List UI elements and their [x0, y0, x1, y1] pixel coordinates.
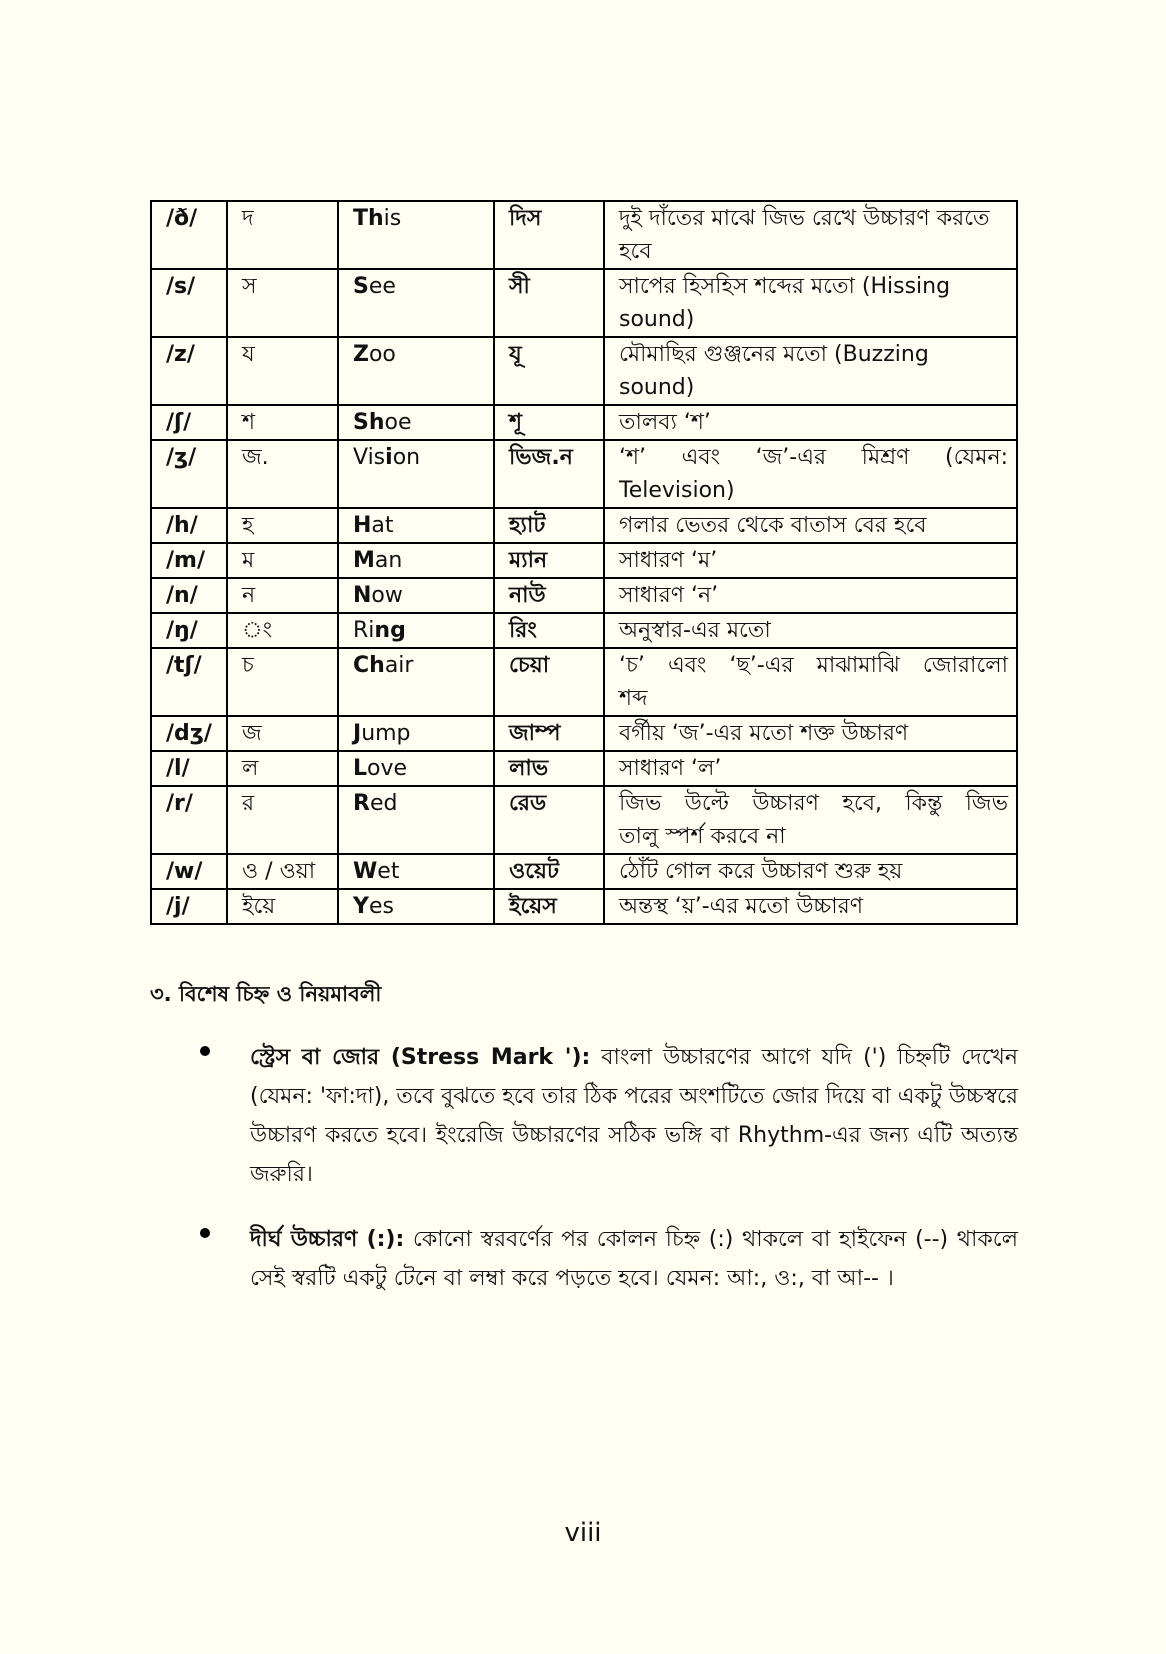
phoneme-symbol: /j/: [151, 889, 227, 924]
table-row: [151, 578, 1017, 613]
table-row: [151, 716, 1017, 751]
bangla-letter: চ: [227, 648, 338, 716]
bangla-pronunciation: দিস: [494, 201, 604, 269]
table-row: [151, 751, 1017, 786]
table-row: [151, 269, 1017, 337]
pronunciation-description: [604, 648, 1017, 716]
bangla-pronunciation: চেয়া: [494, 648, 604, 716]
description-line: তালু স্পর্শ করবে না: [619, 824, 786, 849]
phoneme-symbol: /r/: [151, 786, 227, 854]
example-word: Shoe: [338, 405, 494, 440]
pronunciation-description: [604, 786, 1017, 854]
example-word: Zoo: [338, 337, 494, 405]
page-number: viii: [564, 1518, 602, 1548]
phoneme-symbol: /z/: [151, 337, 227, 405]
example-word: Hat: [338, 508, 494, 543]
description-line: ‘শ’ এবং ‘জ’-এর মিশ্রণ (যেমন:: [619, 445, 1008, 470]
example-word: Vision: [338, 440, 494, 508]
description-line: শব্দ: [619, 686, 648, 711]
rule-body: বাংলা উচ্চারণের আগে যদি (') চিহ্নটি দেখেন (যেমন: 'ফা:দা), তবে বুঝতে হবে তার ঠিক পরের অংশটিতে জোর দিয়ে বা একটু উচ্চস্বরে উচ্চারণ করতে হবে। ইংরেজি উচ্চারণের সঠিক ভঙ্গি বা Rhythm-এর জন্য এটি অত্যন্ত জরুরি।: [250, 1045, 1018, 1187]
phoneme-symbol: /m/: [151, 543, 227, 578]
pronunciation-description: গলার ভেতর থেকে বাতাস বের হবে: [604, 508, 1017, 543]
bangla-letter: ম: [227, 543, 338, 578]
description-line: ‘চ’ এবং ‘ছ’-এর মাঝামাঝি জোরালো: [619, 653, 1008, 678]
table-row: [151, 854, 1017, 889]
bangla-letter: র: [227, 786, 338, 854]
rule-body: কোনো স্বরবর্ণের পর কোলন চিহ্ন (:) থাকলে বা হাইফেন (--) থাকলে সেই স্বরটি একটু টেনে বা লম্বা করে পড়তে হবে। যেমন: আ:, ও:, বা আ-- ।: [250, 1227, 1018, 1291]
phoneme-symbol: /w/: [151, 854, 227, 889]
example-word: See: [338, 269, 494, 337]
bangla-pronunciation: রেড: [494, 786, 604, 854]
bangla-pronunciation: যূ: [494, 337, 604, 405]
table-row: [151, 786, 1017, 854]
bangla-letter: দ: [227, 201, 338, 269]
phoneme-symbol: /tʃ/: [151, 648, 227, 716]
bangla-pronunciation: নাউ: [494, 578, 604, 613]
table-row: [151, 648, 1017, 716]
example-word: Love: [338, 751, 494, 786]
phoneme-symbol: /ŋ/: [151, 613, 227, 648]
bangla-pronunciation: শূ: [494, 405, 604, 440]
bangla-pronunciation: সী: [494, 269, 604, 337]
pronunciation-description: [604, 440, 1017, 508]
phoneme-symbol: /l/: [151, 751, 227, 786]
bullet-icon: [200, 1228, 210, 1238]
bangla-letter: শ: [227, 405, 338, 440]
pronunciation-description: বর্গীয় ‘জ’-এর মতো শক্ত উচ্চারণ: [604, 716, 1017, 751]
phoneme-symbol: /h/: [151, 508, 227, 543]
phoneme-symbol: /ð/: [151, 201, 227, 269]
pronunciation-description: সাধারণ ‘ম’: [604, 543, 1017, 578]
rule-term: স্ট্রেস বা জোর (Stress Mark '):: [250, 1045, 591, 1070]
pronunciation-description: অনুস্বার-এর মতো: [604, 613, 1017, 648]
example-word: Jump: [338, 716, 494, 751]
rule-text: [250, 1220, 1018, 1298]
example-word: Yes: [338, 889, 494, 924]
pronunciation-description: মৌমাছির গুঞ্জনের মতো (Buzzing sound): [604, 337, 1017, 405]
phoneme-symbol: /ʒ/: [151, 440, 227, 508]
table-row: [151, 613, 1017, 648]
description-line: Television): [619, 478, 735, 503]
bangla-letter: জ: [227, 716, 338, 751]
bangla-letter: স: [227, 269, 338, 337]
pronunciation-description: অন্তস্থ ‘য়’-এর মতো উচ্চারণ: [604, 889, 1017, 924]
pronunciation-description: ঠোঁট গোল করে উচ্চারণ শুরু হয়: [604, 854, 1017, 889]
rule-text: [250, 1038, 1018, 1194]
pronunciation-description: সাধারণ ‘ল’: [604, 751, 1017, 786]
bullet-icon: [200, 1046, 210, 1056]
phoneme-symbol: /ʃ/: [151, 405, 227, 440]
bangla-letter: য: [227, 337, 338, 405]
table-row: [151, 543, 1017, 578]
bangla-pronunciation: ইয়েস: [494, 889, 604, 924]
phoneme-symbol: /dʒ/: [151, 716, 227, 751]
example-word: Chair: [338, 648, 494, 716]
section-heading: ৩. বিশেষ চিহ্ন ও নিয়মাবলী: [150, 982, 382, 1006]
bangla-letter: ইয়ে: [227, 889, 338, 924]
pronunciation-description: দুই দাঁতের মাঝে জিভ রেখে উচ্চারণ করতে হবে: [604, 201, 1017, 269]
table-row: [151, 889, 1017, 924]
example-word: Man: [338, 543, 494, 578]
table-row: [151, 440, 1017, 508]
bangla-letter: হ: [227, 508, 338, 543]
pronunciation-description: তালব্য ‘শ’: [604, 405, 1017, 440]
description-line: জিভ উল্টে উচ্চারণ হবে, কিন্তু জিভ: [619, 791, 1008, 816]
bangla-pronunciation: ম্যান: [494, 543, 604, 578]
bangla-letter: ং: [227, 613, 338, 648]
example-word: Now: [338, 578, 494, 613]
bangla-pronunciation: ওয়েট: [494, 854, 604, 889]
bangla-pronunciation: জাম্প: [494, 716, 604, 751]
example-word: Wet: [338, 854, 494, 889]
bangla-letter: ল: [227, 751, 338, 786]
table-row: [151, 508, 1017, 543]
pronunciation-description: সাধারণ ‘ন’: [604, 578, 1017, 613]
bangla-pronunciation: রিং: [494, 613, 604, 648]
bangla-letter: জ.: [227, 440, 338, 508]
example-word: Ring: [338, 613, 494, 648]
pronunciation-description: সাপের হিসহিস শব্দের মতো (Hissing sound): [604, 269, 1017, 337]
bangla-pronunciation: হ্যাট: [494, 508, 604, 543]
table-row: [151, 201, 1017, 269]
bangla-pronunciation: লাভ: [494, 751, 604, 786]
phoneme-symbol: /s/: [151, 269, 227, 337]
table-row: [151, 405, 1017, 440]
bangla-pronunciation: ভিজ.ন: [494, 440, 604, 508]
example-word: Red: [338, 786, 494, 854]
table-row: [151, 337, 1017, 405]
rule-term: দীর্ঘ উচ্চারণ (:):: [250, 1227, 405, 1252]
bangla-letter: ন: [227, 578, 338, 613]
phoneme-table: [150, 200, 1018, 925]
example-word: This: [338, 201, 494, 269]
phoneme-symbol: /n/: [151, 578, 227, 613]
bangla-letter: ও / ওয়া: [227, 854, 338, 889]
